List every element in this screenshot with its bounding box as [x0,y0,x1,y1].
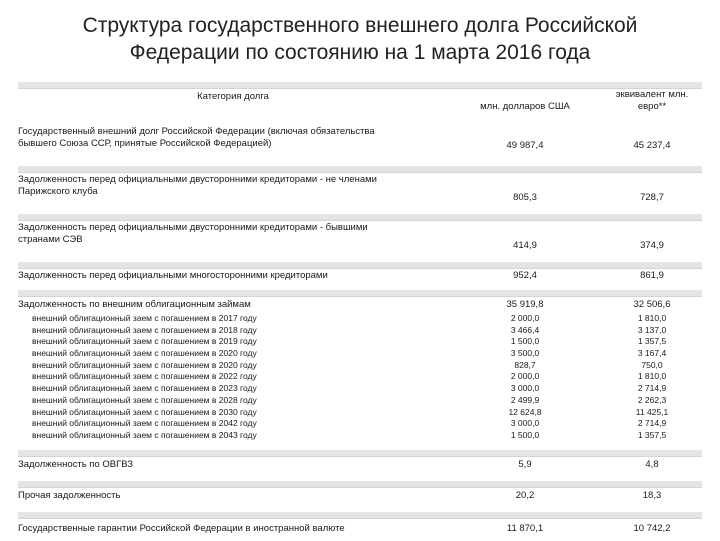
bond-usd: 2 499,9 [510,394,540,405]
list-item [18,336,702,348]
bond-usd: 3 500,0 [510,348,540,359]
bond-eur: 3 167,4 [637,348,667,359]
bond-usd: 1 500,0 [510,429,540,440]
page-title [0,12,720,66]
row-usd: 11 870,1 [506,522,544,534]
row-spacer [18,442,702,450]
row-label-line-1: Государственный внешний долг Российской Федерации (включая обязательства [18,126,375,137]
title-line-2: Федерации по состоянию на 1 марта 2016 года [129,41,591,64]
row-band [18,481,702,488]
table-header [18,89,702,125]
row-usd: 49 987,4 [506,140,544,151]
row-label: Прочая задолженность [18,489,121,501]
row-label [18,222,448,246]
row-eur: 45 237,4 [633,140,671,151]
row-eur: 32 506,6 [633,299,671,310]
bond-usd: 12 624,8 [508,406,542,417]
bond-eur: 2 262,3 [637,394,667,405]
row-eur: 4,8 [645,458,659,470]
bond-eur: 2 714,9 [637,418,667,429]
row-label-line-1: Задолженность перед официальными двусторонними кредиторами - бывшими [18,222,368,233]
bond-usd: 3 000,0 [510,418,540,429]
row-usd: 20,2 [515,489,535,501]
bond-label: внешний облигационный заем с погашением в 2020 году [32,348,257,359]
table-row [18,519,702,541]
bond-label: внешний облигационный заем с погашением в 2018 году [32,324,257,335]
bond-label: внешний облигационный заем с погашением в 2028 году [32,394,257,405]
row-label-line-2: Парижского клуба [18,186,98,197]
row-usd: 805,3 [513,192,537,203]
row-band [18,450,702,457]
header-category: Категория долга [197,91,269,102]
bond-label: внешний облигационный заем с погашением в 2043 году [32,429,257,440]
row-band [18,512,702,519]
list-item [18,395,702,407]
row-usd: 5,9 [518,458,532,470]
bond-eur: 1 357,5 [637,336,667,347]
bond-label: внешний облигационный заем с погашением в 2017 году [32,313,257,323]
list-item [18,407,702,419]
row-band [18,262,702,269]
row-eur: 728,7 [640,192,664,203]
table-row [18,488,702,512]
header-band [18,82,702,89]
table-row [18,173,702,214]
bond-label: внешний облигационный заем с погашением в 2023 году [32,383,257,394]
row-usd: 414,9 [513,240,537,251]
bond-usd: 2 000,0 [510,371,540,382]
list-item [18,325,702,337]
row-label: Задолженность перед официальными многосторонними кредиторами [18,270,328,281]
header-usd: млн. долларов США [480,101,570,112]
debt-table [18,82,702,541]
list-item [18,418,702,430]
row-label-line-1: Задолженность перед официальными двусторонними кредиторами - не членами [18,174,377,185]
row-label [18,126,448,150]
row-label-line-2: странами СЭВ [18,234,83,245]
bond-label: внешний облигационный заем с погашением в 2019 году [32,336,257,347]
bond-label: внешний облигационный заем с погашением в 2042 году [32,418,257,429]
bond-usd: 3 000,0 [510,383,540,394]
table-row [18,269,702,290]
list-item [18,348,702,360]
row-label [18,174,448,198]
row-band [18,166,702,173]
bond-usd: 1 500,0 [510,336,540,347]
header-eur-line-2: евро** [637,101,667,112]
bond-eur: 11 425,1 [635,406,669,417]
bond-usd: 2 000,0 [510,313,540,323]
row-label: Задолженность по ОВГВЗ [18,458,133,470]
list-item [18,383,702,395]
row-eur: 18,3 [642,489,662,501]
bond-eur: 750,0 [641,359,663,370]
bond-eur: 1 357,5 [637,429,667,440]
table-row [18,457,702,481]
bond-label: внешний облигационный заем с погашением в 2022 году [32,371,257,382]
title-line-1: Структура государственного внешнего долга Российской [82,14,638,37]
header-eur [602,89,702,113]
row-label-line-2: бывшего Союза ССР, принятые Российской Федерацией) [18,138,272,149]
bond-usd: 3 466,4 [510,324,540,335]
bond-usd: 828,7 [514,359,536,370]
row-usd: 952,4 [513,270,537,281]
header-eur-line-1: эквивалент млн. [615,89,689,100]
row-band [18,290,702,297]
list-item [18,360,702,372]
bond-eur: 2 714,9 [637,383,667,394]
bond-eur: 1 810,0 [637,371,667,382]
list-item [18,430,702,442]
bond-eur: 3 137,0 [637,324,667,335]
table-row [18,221,702,262]
bond-label: внешний облигационный заем с погашением в 2020 году [32,359,257,370]
row-band [18,214,702,221]
row-usd: 35 919,8 [506,299,544,310]
list-item [18,371,702,383]
list-item [18,313,702,325]
row-eur: 10 742,2 [633,522,671,534]
table-row [18,297,702,313]
table-row [18,125,702,166]
row-label: Задолженность по внешним облигационным займам [18,299,251,310]
row-label: Государственные гарантии Российской Федерации в иностранной валюте [18,522,345,534]
row-eur: 861,9 [640,270,664,281]
bond-label: внешний облигационный заем с погашением в 2030 году [32,406,257,417]
row-eur: 374,9 [640,240,664,251]
bond-eur: 1 810,0 [637,313,667,323]
